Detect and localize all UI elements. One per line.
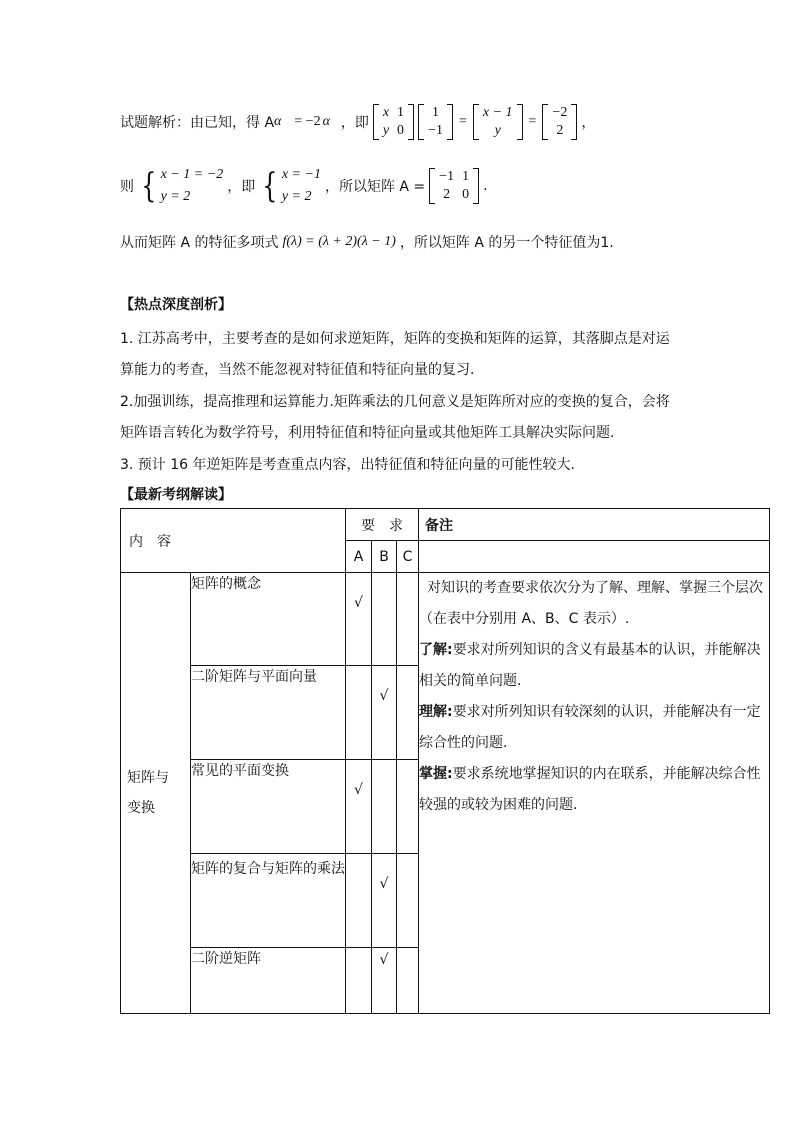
- ze-text: 则: [120, 179, 134, 195]
- row-4-a: [346, 948, 372, 1014]
- header-note: 备注: [419, 509, 770, 541]
- row-4-c: [397, 948, 419, 1014]
- row-item-0: 矩阵的概念: [191, 573, 346, 666]
- matrix-a: −1 1 2 0: [429, 168, 479, 204]
- vector-v3: −2 2: [542, 104, 577, 140]
- row-2-c: [397, 760, 419, 854]
- row-2-a: √: [346, 760, 372, 854]
- row-3-c: [397, 854, 419, 948]
- solution-intro: 试题解析：由已知，得 A: [120, 115, 275, 131]
- row-1-a: [346, 666, 372, 760]
- topic-cell: [121, 573, 191, 1014]
- row-item-2: 常见的平面变换: [191, 760, 346, 854]
- level-b: B: [372, 541, 397, 573]
- topic-label: 矩阵与变换: [127, 770, 169, 816]
- row-3-a: [346, 854, 372, 948]
- solution-line-2: [120, 164, 488, 208]
- line3-b: ，所以矩阵 A 的另一个特征值为1.: [399, 235, 614, 251]
- row-0-b: [372, 573, 397, 666]
- section-heading-analysis: 【热点深度剖析】: [120, 297, 232, 313]
- para-1b: 算能力的考查，当然不能忽视对特征值和特征向量的复习.: [120, 362, 475, 378]
- row-1-c: [397, 666, 419, 760]
- alpha-vector: α⃗: [274, 114, 293, 129]
- note-1: 了解:要求对所列知识的含义有最基本的认识，并能解决相关的简单问题.: [419, 642, 761, 689]
- system-2: { x = −1 y = 2: [262, 166, 321, 206]
- para-3: 3. 预计 16 年逆矩阵是考查重点内容，出特征值和特征向量的可能性较大.: [120, 457, 575, 473]
- row-2-b: [372, 760, 397, 854]
- alpha-eq: = −2: [294, 114, 321, 129]
- row-0-c: [397, 573, 419, 666]
- vector-v2: x − 1 y: [473, 104, 523, 140]
- header-requirement: 要 求: [346, 509, 419, 541]
- line1-end: ，: [581, 115, 596, 131]
- suoyi-text: ，所以矩阵 A =: [324, 179, 426, 195]
- alpha-vector-2: α⃗: [322, 114, 341, 129]
- notes-cell: [419, 573, 770, 1014]
- note-3: 掌握:要求系统地掌握知识的内在联系，并能解决综合性较强的或较为困难的问题.: [419, 766, 761, 813]
- level-c: C: [397, 541, 419, 573]
- ji-text: ，即: [340, 115, 369, 131]
- matrix-m1: x 1 y 0: [373, 104, 414, 140]
- row-3-b: √: [372, 854, 397, 948]
- syllabus-table: [120, 508, 770, 1014]
- ji2-text: ，即: [227, 179, 256, 195]
- row-1-b: √: [372, 666, 397, 760]
- row-0-a: √: [346, 573, 372, 666]
- solution-line-3: [120, 232, 614, 252]
- header-content: 内 容: [121, 509, 346, 573]
- header-note-blank: [419, 541, 770, 573]
- line3-a: 从而矩阵 A 的特征多项式: [120, 235, 279, 251]
- vector-v1: 1 −1: [418, 104, 453, 140]
- system-1: { x − 1 = −2 y = 2: [141, 166, 224, 206]
- char-poly: f(λ) = (λ + 2)(λ − 1): [282, 234, 396, 249]
- para-2a: 2.加强训练，提高推理和运算能力.矩阵乘法的几何意义是矩阵所对应的变换的复合，会将: [120, 394, 670, 410]
- row-item-1: 二阶矩阵与平面向量: [191, 666, 346, 760]
- para-1a: 1. 江苏高考中，主要考查的是如何求逆矩阵，矩阵的变换和矩阵的运算，其落脚点是对运: [120, 331, 670, 347]
- row-item-4: 二阶逆矩阵: [191, 948, 346, 1014]
- para-2b: 矩阵语言转化为数学符号，利用特征值和特征向量或其他矩阵工具解决实际问题.: [120, 425, 615, 441]
- note-intro: 对知识的考查要求依次分为了解、理解、掌握三个层次（在表中分别用 A、B、C 表示）.: [419, 580, 764, 627]
- solution-line-1: 试题解析：由已知，得 A α⃗ = −2 α⃗ ，即 x 1 y 0 1 −1 = x − 1 y = −2 2 ，: [120, 105, 596, 138]
- section-heading-syllabus: 【最新考纲解读】: [120, 487, 232, 503]
- line2-end: .: [483, 178, 488, 194]
- row-item-3: 矩阵的复合与矩阵的乘法: [191, 854, 346, 948]
- level-a: A: [346, 541, 372, 573]
- row-4-b: √: [372, 948, 397, 1014]
- note-2: 理解:要求对所列知识有较深刻的认识，并能解决有一定综合性的问题.: [419, 704, 761, 751]
